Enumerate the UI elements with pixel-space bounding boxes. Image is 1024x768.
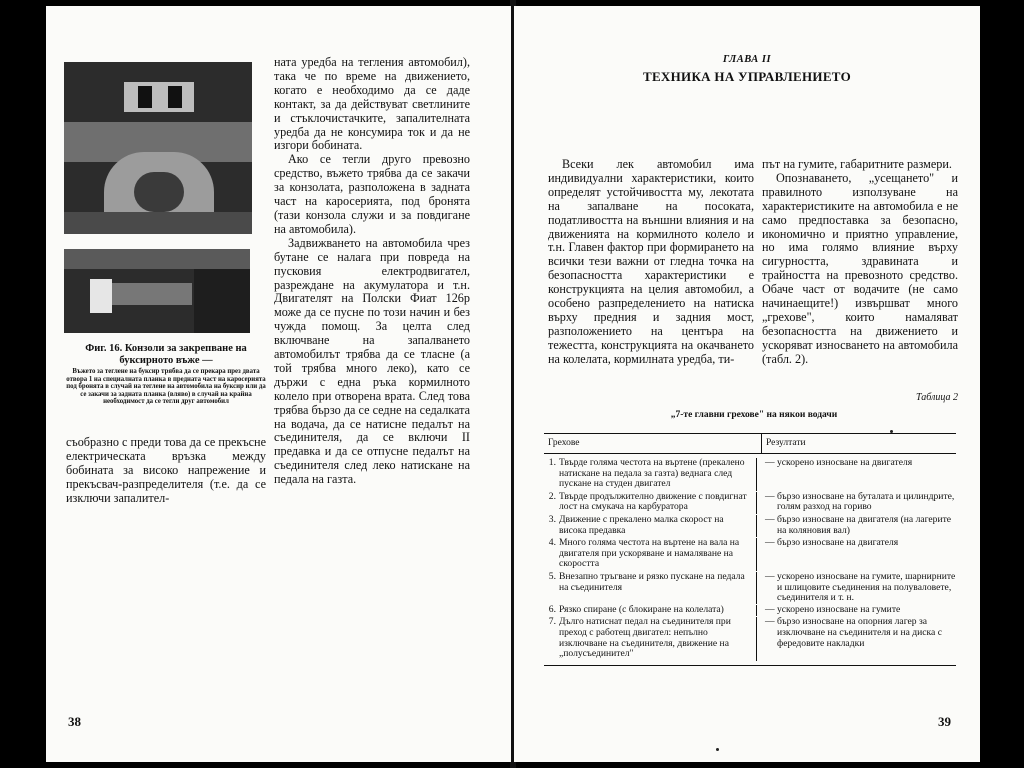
sins-table [544, 433, 956, 666]
result-cell: ускорено износване на гумите, шарнирните и шлицовите съединения на полуваловете, съединителя и т. н. [777, 570, 956, 604]
table-label: Таблица 2 [916, 392, 958, 403]
paragraph: Ако се тегли друго превозно средство, въжето трябва да се закачи за конзолата, разположена в задната част на каросерията, под бронята (тази конзола служи и за повдигане на автомобила). [274, 152, 470, 236]
table-row [544, 537, 956, 571]
figure-caption: Въжето за теглене на буксир трябва да се прекара през двата отвора 1 на специалната планка в предната част на каросерията под бронята в случай на теглене на автомобила на буксир или да се закачи за задната планка (вляво) в случай на крайна необходимост да се тегли друг автомобил [66, 368, 266, 406]
sin-cell: Рязко спиране (с блокиране на колелата) [559, 603, 724, 615]
figure-title: Фиг. 16. Конзоли за закрепване на буксирното въже — [85, 343, 247, 366]
chapter-label: ГЛАВА II [722, 54, 772, 65]
table-row [544, 491, 956, 514]
chapter-title: ТЕХНИКА НА УПРАВЛЕНИЕТО [642, 69, 852, 84]
table-body [544, 454, 956, 666]
row-number: 1. [548, 457, 556, 468]
paragraph: Задвижването на автомобила чрез бутане се налага при повреда на пусковия електродвигател, разреждане на акумулатора и т.н. Двигателят на Полски Фиат 126р може да се пусне по този начин и без чужда помощ. За целта след включване на запалването автомобилът трябва да се тласне (а той трябва много леко), като се държи с една ръка кормилното колело при отворена врата. След това трябва бързо да се седне на седалката на водача, да се натисне педалът на съединителя, да се включи II предавка и да се отпусне педалът на съединителя след леко натискане на педала на газта. [274, 235, 470, 487]
sin-cell: Движение с прекалено малка скорост на висока предавка [559, 513, 724, 536]
result-cell: ускорено износване на гумите [777, 603, 901, 615]
table-row [544, 454, 956, 491]
table-header [544, 433, 956, 454]
figure-photo-rear-bracket [64, 249, 250, 333]
paragraph: ната уредба на тегления автомобил), така че по време на движението, когато е необходимо да се даде контакт, за да действуват светлините и стъклочистачките, запалителната уредба да не консумира ток и да не изгори бобината. [274, 55, 470, 153]
result-cell: бързо износване на двигателя [777, 537, 899, 549]
row-number: 3. [548, 513, 556, 525]
dash-marker: — [765, 490, 775, 502]
column-header-sins: Грехове [544, 434, 762, 453]
result-cell: бързо износване на буталата и цилиндрите, голям разход на гориво [777, 490, 955, 513]
dash-marker: — [765, 457, 775, 468]
paragraph: път на гумите, габаритните размери. [762, 157, 952, 171]
left-page-column-1 [66, 436, 266, 506]
dash-marker: — [765, 570, 775, 582]
result-cell: ускорено износване на двигателя [777, 457, 913, 468]
sin-cell: Твърде продължително движение с повдигнат лост на смукача на карбуратора [559, 490, 747, 513]
table-row [544, 514, 956, 537]
page-number: 38 [68, 714, 81, 729]
table-row [544, 616, 956, 664]
sin-cell: Твърде голяма честота на въртене (прекалено натискане на педала за газта) веднага след пускане на студен двигател [559, 457, 745, 490]
dash-marker: — [765, 537, 775, 549]
paragraph: Опознаването, „усещането" и правилното използуване на характеристиките на автомобила е не само предпоставка за безопасно, икономично и приятно управление, но има голямо влияние върху сигурността, здравината и трайността на превозното средство. Обаче част от водачите (не само начинаещите!) извършват много „грехове", които намаляват безопасността на движението и ускоряват износването на автомобила (табл. 2). [762, 170, 958, 366]
right-page [514, 6, 980, 762]
row-number: 6. [548, 603, 556, 615]
table-title: „7-те главни грехове" на някои водачи [670, 410, 838, 420]
row-number: 7. [548, 616, 556, 628]
right-page-column-2 [762, 158, 958, 367]
figure-photo-front-bracket [64, 62, 252, 234]
print-speck [890, 430, 893, 433]
left-page [46, 6, 511, 762]
result-cell: бързо износване на опорния лагер за изключване на съединителя и на диска с фередовите накладки [777, 616, 942, 649]
dash-marker: — [765, 616, 775, 628]
left-page-column-2 [274, 56, 470, 487]
paragraph: Всеки лек автомобил има индивидуални характеристики, които определят устойчивостта му, лекотата на запалване на посоката, податливостта на външни влияния и на движенията на кормилното колело и т.н. Главен фактор при формирането на всички тези важни от гледна точка на безопасността характеристики е конструкцията на целия автомобил, а особено разпределението на натиска върху предния и задния мост, разположението на центъра на тежестта, конструкцията на окачването на колелата, кормилната уредба, ти- [548, 157, 754, 366]
table-row [544, 604, 956, 617]
table-row [544, 571, 956, 604]
row-number: 5. [548, 570, 556, 582]
row-number: 4. [548, 537, 556, 549]
row-number: 2. [548, 490, 556, 502]
page-number: 39 [938, 714, 951, 729]
column-header-results: Резултати [766, 438, 806, 449]
sin-cell: Внезапно тръгване и рязко пускане на педала на съединителя [559, 570, 745, 593]
sin-cell: Много голяма честота на въртене на вала на двигателя при ускоряване и намаляване на скоростта [559, 537, 740, 570]
result-cell: бързо износване на двигателя (на лагерите на коляновия вал) [777, 513, 952, 536]
dash-marker: — [765, 603, 775, 615]
dash-marker: — [765, 513, 775, 525]
sin-cell: Дълго натиснат педал на съединителя при преход с работещ двигател: непълно изключване на съединителя, движение на „полусъединител" [559, 616, 731, 660]
paragraph: съобразно с преди това да се прекъсне електрическата връзка между бобината за високо напрежение и прекъсвач-разпределителя (т.е. да се изключи запалител- [66, 435, 266, 505]
right-page-column-1 [548, 158, 754, 367]
print-speck [716, 748, 719, 751]
